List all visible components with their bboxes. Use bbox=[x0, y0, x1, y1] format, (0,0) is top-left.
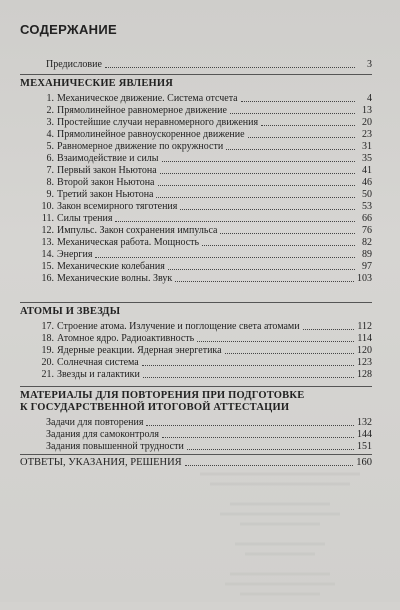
toc-entry bbox=[37, 212, 372, 224]
leader-dots bbox=[168, 269, 355, 270]
entry-page: 120 bbox=[357, 345, 372, 356]
entry-page: 23 bbox=[362, 129, 372, 140]
leader-dots bbox=[226, 149, 355, 150]
leader-dots bbox=[156, 197, 355, 198]
entry-number: 5. bbox=[46, 141, 54, 152]
entry-page: 82 bbox=[362, 237, 372, 248]
entry-number: 6. bbox=[46, 153, 54, 164]
entry-page: 4 bbox=[367, 93, 372, 104]
leader-dots bbox=[146, 425, 354, 426]
entry-title: Взаимодействие и силы bbox=[57, 153, 159, 164]
section-heading-line-1: МАТЕРИАЛЫ ДЛЯ ПОВТОРЕНИЯ ПРИ ПОДГОТОВКЕ bbox=[20, 390, 305, 401]
divider bbox=[20, 454, 372, 455]
section-heading: АТОМЫ И ЗВЕЗДЫ bbox=[20, 306, 121, 317]
entry-number: 10. bbox=[41, 201, 54, 212]
entry-page: 112 bbox=[357, 321, 372, 332]
section-heading: МЕХАНИЧЕСКИЕ ЯВЛЕНИЯ bbox=[20, 78, 174, 89]
entry-title: Второй закон Ньютона bbox=[57, 177, 155, 188]
entry-number: 19. bbox=[41, 345, 54, 356]
entry-page: 144 bbox=[357, 429, 372, 440]
leader-dots bbox=[95, 257, 355, 258]
toc-entry bbox=[37, 200, 372, 212]
entry-title: Задачи для повторения bbox=[46, 417, 144, 428]
show-through-print bbox=[190, 470, 370, 610]
entry-title: Силы трения bbox=[57, 213, 113, 224]
leader-dots bbox=[261, 125, 355, 126]
entry-title: Задания повышенной трудности bbox=[46, 441, 184, 452]
entry-number: 1. bbox=[46, 93, 54, 104]
toc-entry bbox=[37, 320, 372, 332]
leader-dots bbox=[143, 377, 354, 378]
entry-page: 123 bbox=[357, 357, 372, 368]
entry-title: Солнечная система bbox=[57, 357, 139, 368]
leader-dots bbox=[162, 161, 356, 162]
divider bbox=[20, 74, 372, 75]
divider bbox=[20, 302, 372, 303]
entry-number: 17. bbox=[41, 321, 54, 332]
entry-title: Механическая работа. Мощность bbox=[57, 237, 200, 248]
entry-title: Прямолинейное равноускоренное движение bbox=[57, 129, 245, 140]
toc-entry bbox=[37, 236, 372, 248]
entry-number: 15. bbox=[41, 261, 54, 272]
leader-dots bbox=[230, 113, 355, 114]
entry-number: 4. bbox=[46, 129, 54, 140]
entry-page: 13 bbox=[362, 105, 372, 116]
entry-title: Атомное ядро. Радиоактивность bbox=[57, 333, 195, 344]
toc-entry bbox=[37, 128, 372, 140]
page-title: СОДЕРЖАНИЕ bbox=[20, 22, 117, 37]
entry-number: 7. bbox=[46, 165, 54, 176]
leader-dots bbox=[162, 437, 354, 438]
entry-title: Строение атома. Излучение и поглощение света атомами bbox=[57, 321, 300, 332]
entry-title: Звезды и галактики bbox=[57, 369, 140, 380]
toc-entry bbox=[46, 416, 372, 428]
entry-number: 9. bbox=[46, 189, 54, 200]
toc-entry bbox=[46, 428, 372, 440]
entry-page: 3 bbox=[367, 59, 372, 70]
entry-title: Предисловие bbox=[46, 59, 102, 70]
leader-dots bbox=[105, 67, 355, 68]
leader-dots bbox=[115, 221, 355, 222]
entry-title: Закон всемирного тяготения bbox=[57, 201, 178, 212]
toc-entry bbox=[37, 92, 372, 104]
toc-entry bbox=[37, 140, 372, 152]
leader-dots bbox=[160, 173, 355, 174]
toc-entry bbox=[37, 260, 372, 272]
leader-dots bbox=[185, 465, 354, 466]
entry-page: 114 bbox=[357, 333, 372, 344]
entry-page: 20 bbox=[362, 117, 372, 128]
toc-entry bbox=[37, 344, 372, 356]
entry-title: Энергия bbox=[57, 249, 93, 260]
leader-dots bbox=[225, 353, 354, 354]
entry-page: 41 bbox=[362, 165, 372, 176]
entry-page: 128 bbox=[357, 369, 372, 380]
entry-page: 132 bbox=[357, 417, 372, 428]
toc-entry bbox=[37, 272, 372, 284]
entry-page: 89 bbox=[362, 249, 372, 260]
toc-entry bbox=[37, 152, 372, 164]
leader-dots bbox=[197, 341, 354, 342]
entry-title: Импульс. Закон сохранения импульса bbox=[57, 225, 218, 236]
entry-number: 12. bbox=[41, 225, 54, 236]
divider bbox=[20, 386, 372, 387]
entry-page: 103 bbox=[357, 273, 372, 284]
entry-page: 50 bbox=[362, 189, 372, 200]
toc-entry bbox=[37, 176, 372, 188]
toc-entry-answers bbox=[20, 456, 372, 468]
toc-entry-preface bbox=[46, 58, 372, 70]
entry-number: 18. bbox=[41, 333, 54, 344]
leader-dots bbox=[248, 137, 355, 138]
leader-dots bbox=[187, 449, 354, 450]
entry-page: 97 bbox=[362, 261, 372, 272]
section-heading-line-2: К ГОСУДАРСТВЕННОЙ ИТОГОВОЙ АТТЕСТАЦИИ bbox=[20, 402, 290, 413]
entry-title: Механические колебания bbox=[57, 261, 165, 272]
leader-dots bbox=[180, 209, 355, 210]
leader-dots bbox=[303, 329, 355, 330]
entry-page: 53 bbox=[362, 201, 372, 212]
entry-number: 14. bbox=[41, 249, 54, 260]
leader-dots bbox=[142, 365, 354, 366]
entry-title: Механические волны. Звук bbox=[57, 273, 173, 284]
entry-page: 160 bbox=[356, 457, 372, 468]
toc-entry bbox=[37, 104, 372, 116]
entry-page: 76 bbox=[362, 225, 372, 236]
leader-dots bbox=[202, 245, 355, 246]
toc-entry bbox=[37, 188, 372, 200]
entry-number: 3. bbox=[46, 117, 54, 128]
leader-dots bbox=[241, 101, 355, 102]
toc-entry bbox=[37, 332, 372, 344]
entry-title: Ядерные реакции. Ядерная энергетика bbox=[57, 345, 222, 356]
entry-title: Задания для самоконтроля bbox=[46, 429, 159, 440]
entry-title: Механическое движение. Система отсчета bbox=[57, 93, 238, 104]
entry-number: 2. bbox=[46, 105, 54, 116]
toc-entry bbox=[37, 164, 372, 176]
entry-number: 13. bbox=[41, 237, 54, 248]
leader-dots bbox=[175, 281, 354, 282]
entry-title: Первый закон Ньютона bbox=[57, 165, 157, 176]
entry-number: 11. bbox=[41, 213, 54, 224]
toc-entry bbox=[46, 440, 372, 452]
entry-number: 20. bbox=[41, 357, 54, 368]
toc-entry bbox=[37, 368, 372, 380]
entry-title: ОТВЕТЫ, УКАЗАНИЯ, РЕШЕНИЯ bbox=[20, 457, 182, 468]
entry-page: 151 bbox=[357, 441, 372, 452]
entry-page: 31 bbox=[362, 141, 372, 152]
leader-dots bbox=[158, 185, 356, 186]
entry-page: 46 bbox=[362, 177, 372, 188]
entry-page: 35 bbox=[362, 153, 372, 164]
leader-dots bbox=[220, 233, 355, 234]
entry-title: Третий закон Ньютона bbox=[57, 189, 154, 200]
entry-number: 16. bbox=[41, 273, 54, 284]
entry-number: 21. bbox=[41, 369, 54, 380]
entry-page: 66 bbox=[362, 213, 372, 224]
toc-entry bbox=[37, 116, 372, 128]
entry-number: 8. bbox=[46, 177, 54, 188]
toc-entry bbox=[37, 356, 372, 368]
toc-entry bbox=[37, 248, 372, 260]
toc-entry bbox=[37, 224, 372, 236]
entry-title: Прямолинейное равномерное движение bbox=[57, 105, 227, 116]
entry-title: Равномерное движение по окружности bbox=[57, 141, 224, 152]
entry-title: Простейшие случаи неравномерного движения bbox=[57, 117, 259, 128]
